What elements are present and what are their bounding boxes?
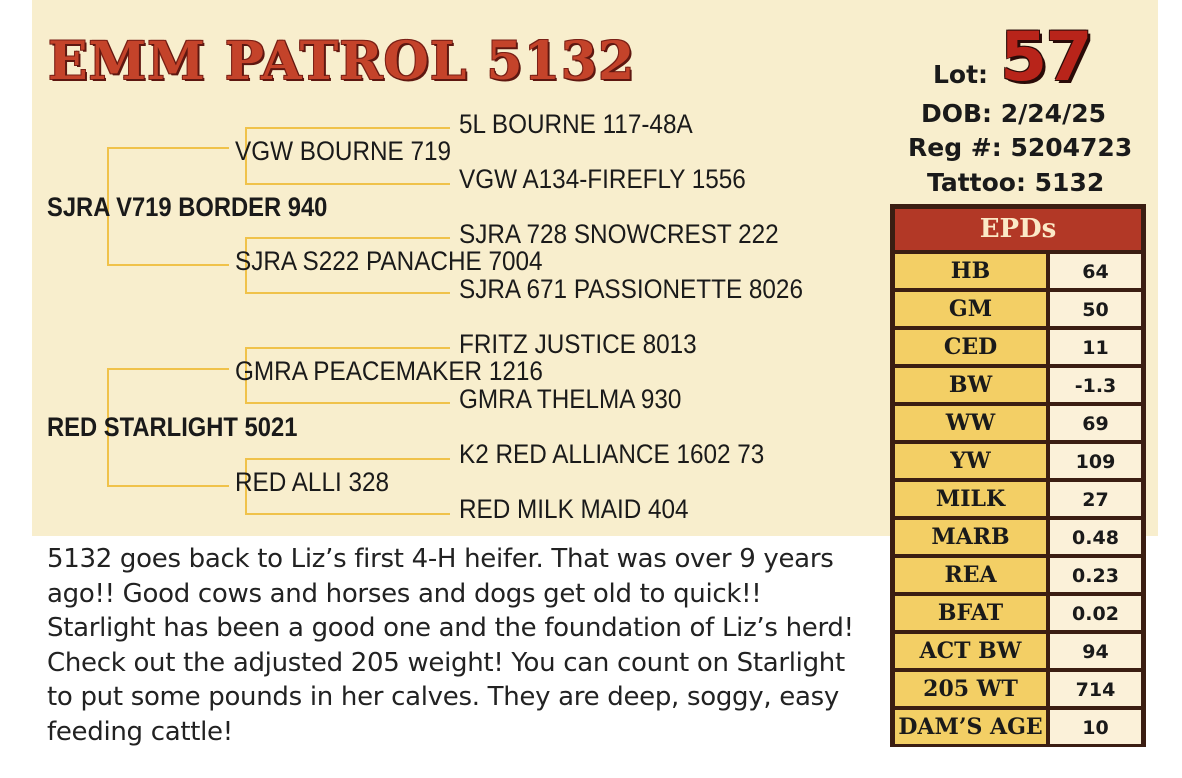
epd-value: 109 [1050, 444, 1141, 478]
description-line: to put some pounds in her calves. They are deep, soggy, easy [47, 682, 839, 712]
epd-label: WW [895, 406, 1046, 440]
epd-value: 0.48 [1050, 520, 1141, 554]
epd-row-205-wt [895, 672, 1141, 706]
pedigree-sire-sire-sire: 5L BOURNE 117-48A [459, 109, 693, 139]
lot-label: Lot: [933, 60, 989, 89]
epd-value: 11 [1050, 330, 1141, 364]
pedigree-sire-dam-dam: SJRA 671 PASSIONETTE 8026 [459, 274, 803, 304]
epd-row-marb [895, 520, 1141, 554]
epd-value: -1.3 [1050, 368, 1141, 402]
epd-value: 714 [1050, 672, 1141, 706]
date-of-birth: DOB: 2/24/25 [921, 99, 1106, 128]
epd-row-bw [895, 368, 1141, 402]
epd-label: MARB [895, 520, 1046, 554]
epd-label: CED [895, 330, 1046, 364]
description-line: 5132 goes back to Liz’s first 4-H heifer. That was over 9 years [47, 544, 834, 574]
epd-row-dams-age [895, 710, 1141, 744]
epd-row-rea [895, 558, 1141, 592]
epd-row-hb [895, 254, 1141, 288]
epd-title: EPDs [895, 209, 1141, 250]
description-line: Starlight has been a good one and the foundation of Liz’s herd! [47, 613, 854, 643]
epd-label: REA [895, 558, 1046, 592]
epd-label: HB [895, 254, 1046, 288]
epd-value: 94 [1050, 634, 1141, 668]
epd-row-ced [895, 330, 1141, 364]
epd-label: YW [895, 444, 1046, 478]
epd-label: DAM’S AGE [895, 710, 1046, 744]
pedigree-sire: SJRA V719 BORDER 940 [47, 192, 328, 222]
pedigree-dam-dam: RED ALLI 328 [235, 467, 390, 497]
tattoo: Tattoo: 5132 [927, 168, 1105, 197]
description-line: ago!! Good cows and horses and dogs get old to quick!! [47, 578, 762, 609]
pedigree-sire-dam: SJRA S222 PANACHE 7004 [235, 246, 543, 276]
pedigree-dam-dam-sire: K2 RED ALLIANCE 1602 73 [459, 439, 765, 469]
epd-table [890, 204, 1146, 747]
epd-value: 10 [1050, 710, 1141, 744]
epd-value: 50 [1050, 292, 1141, 326]
epd-row-milk [895, 482, 1141, 516]
epd-label: ACT BW [895, 634, 1046, 668]
pedigree-sire-sire: VGW BOURNE 719 [235, 136, 452, 166]
epd-label: MILK [895, 482, 1046, 516]
animal-name: EMM PATROL 5132 [48, 31, 636, 92]
epd-value: 27 [1050, 482, 1141, 516]
epd-label: 205 WT [895, 672, 1046, 706]
pedigree-dam-dam-dam: RED MILK MAID 404 [459, 494, 689, 524]
epd-value: 0.02 [1050, 596, 1141, 630]
epd-value: 0.23 [1050, 558, 1141, 592]
pedigree-dam-sire: GMRA PEACEMAKER 1216 [235, 356, 543, 386]
description-line: Check out the adjusted 205 weight! You can count on Starlight [47, 647, 845, 678]
epd-row-gm [895, 292, 1141, 326]
pedigree-sire-dam-sire: SJRA 728 SNOWCREST 222 [459, 219, 779, 249]
epd-row-yw [895, 444, 1141, 478]
registration-number: Reg #: 5204723 [908, 133, 1133, 162]
epd-row-bfat [895, 596, 1141, 630]
epd-value: 64 [1050, 254, 1141, 288]
epd-label: BFAT [895, 596, 1046, 630]
pedigree-dam-sire-dam: GMRA THELMA 930 [459, 384, 682, 414]
pedigree-dam-sire-sire: FRITZ JUSTICE 8013 [459, 329, 697, 359]
description [47, 542, 887, 749]
description-line: feeding cattle! [47, 716, 233, 747]
epd-row-ww [895, 406, 1141, 440]
lot-number: 57 [1000, 18, 1091, 97]
epd-label: BW [895, 368, 1046, 402]
epd-label: GM [895, 292, 1046, 326]
pedigree-sire-sire-dam: VGW A134-FIREFLY 1556 [459, 164, 746, 194]
epd-row-act-bw [895, 634, 1141, 668]
epd-value: 69 [1050, 406, 1141, 440]
pedigree-dam: RED STARLIGHT 5021 [47, 412, 298, 442]
